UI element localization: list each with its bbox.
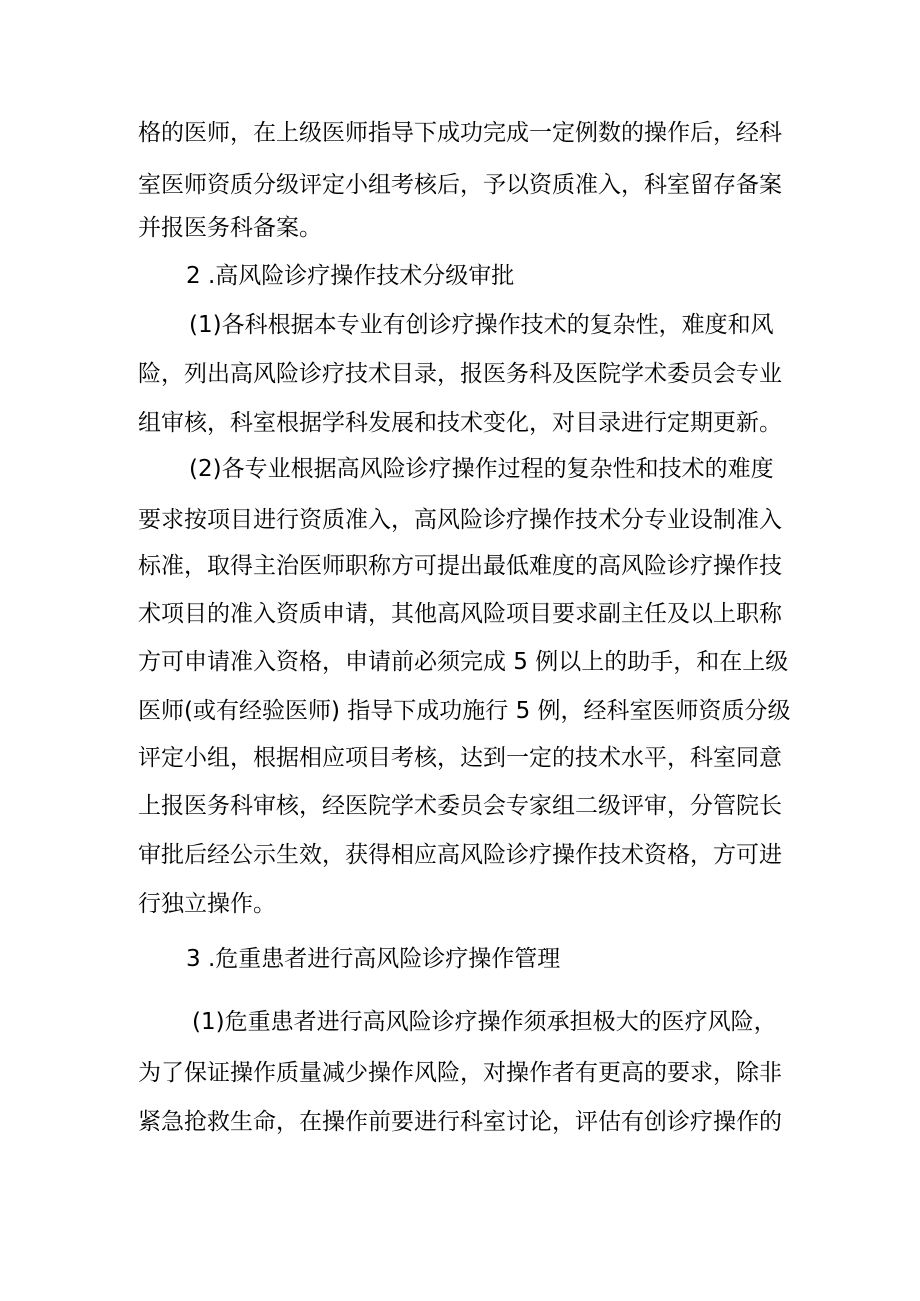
body-line: (1)危重患者进行高风险诊疗操作须承担极大的医疗风险， [192, 1009, 777, 1035]
body-line: 上报医务科审核，经医院学术委员会专家组二级评审，分管院长 [138, 793, 782, 819]
body-line: 紧急抢救生命，在操作前要进行科室讨论，评估有创诊疗操作的 [138, 1109, 782, 1135]
section-heading: 2 .高风险诊疗操作技术分级审批 [186, 263, 515, 289]
body-line: (2)各专业根据高风险诊疗操作过程的复杂性和技术的难度 [189, 456, 774, 482]
body-line: 术项目的准入资质申请，其他高风险项目要求副主任及以上职称 [138, 601, 782, 627]
body-line: (1)各科根据本专业有创诊疗操作技术的复杂性，难度和风 [189, 312, 774, 338]
body-line: 审批后经公示生效，获得相应高风险诊疗操作技术资格，方可进 [138, 842, 782, 868]
body-line: 方可申请准入资格，申请前必须完成 5 例以上的助手，和在上级 [138, 649, 789, 675]
body-line: 并报医务科备案。 [138, 215, 322, 241]
body-line: 为了保证操作质量减少操作风险，对操作者有更高的要求，除非 [138, 1060, 782, 1086]
body-line: 要求按项目进行资质准入，高风险诊疗操作技术分专业设制准入 [138, 507, 782, 533]
body-line: 险，列出高风险诊疗技术目录，报医务科及医院学术委员会专业 [138, 361, 782, 387]
body-line: 室医师资质分级评定小组考核后，予以资质准入，科室留存备案 [138, 172, 782, 198]
section-heading: 3 .危重患者进行高风险诊疗操作管理 [186, 946, 561, 972]
body-line: 标准，取得主治医师职称方可提出最低难度的高风险诊疗操作技 [138, 553, 782, 579]
body-line: 组审核，科室根据学科发展和技术变化，对目录进行定期更新。 [138, 410, 782, 436]
body-line: 格的医师，在上级医师指导下成功完成一定例数的操作后，经科 [138, 120, 782, 146]
body-line: 评定小组，根据相应项目考核，达到一定的技术水平，科室同意 [138, 745, 782, 771]
body-line: 医师(或有经验医师) 指导下成功施行 5 例，经科室医师资质分级 [138, 698, 791, 724]
body-line: 行独立操作。 [138, 891, 276, 917]
